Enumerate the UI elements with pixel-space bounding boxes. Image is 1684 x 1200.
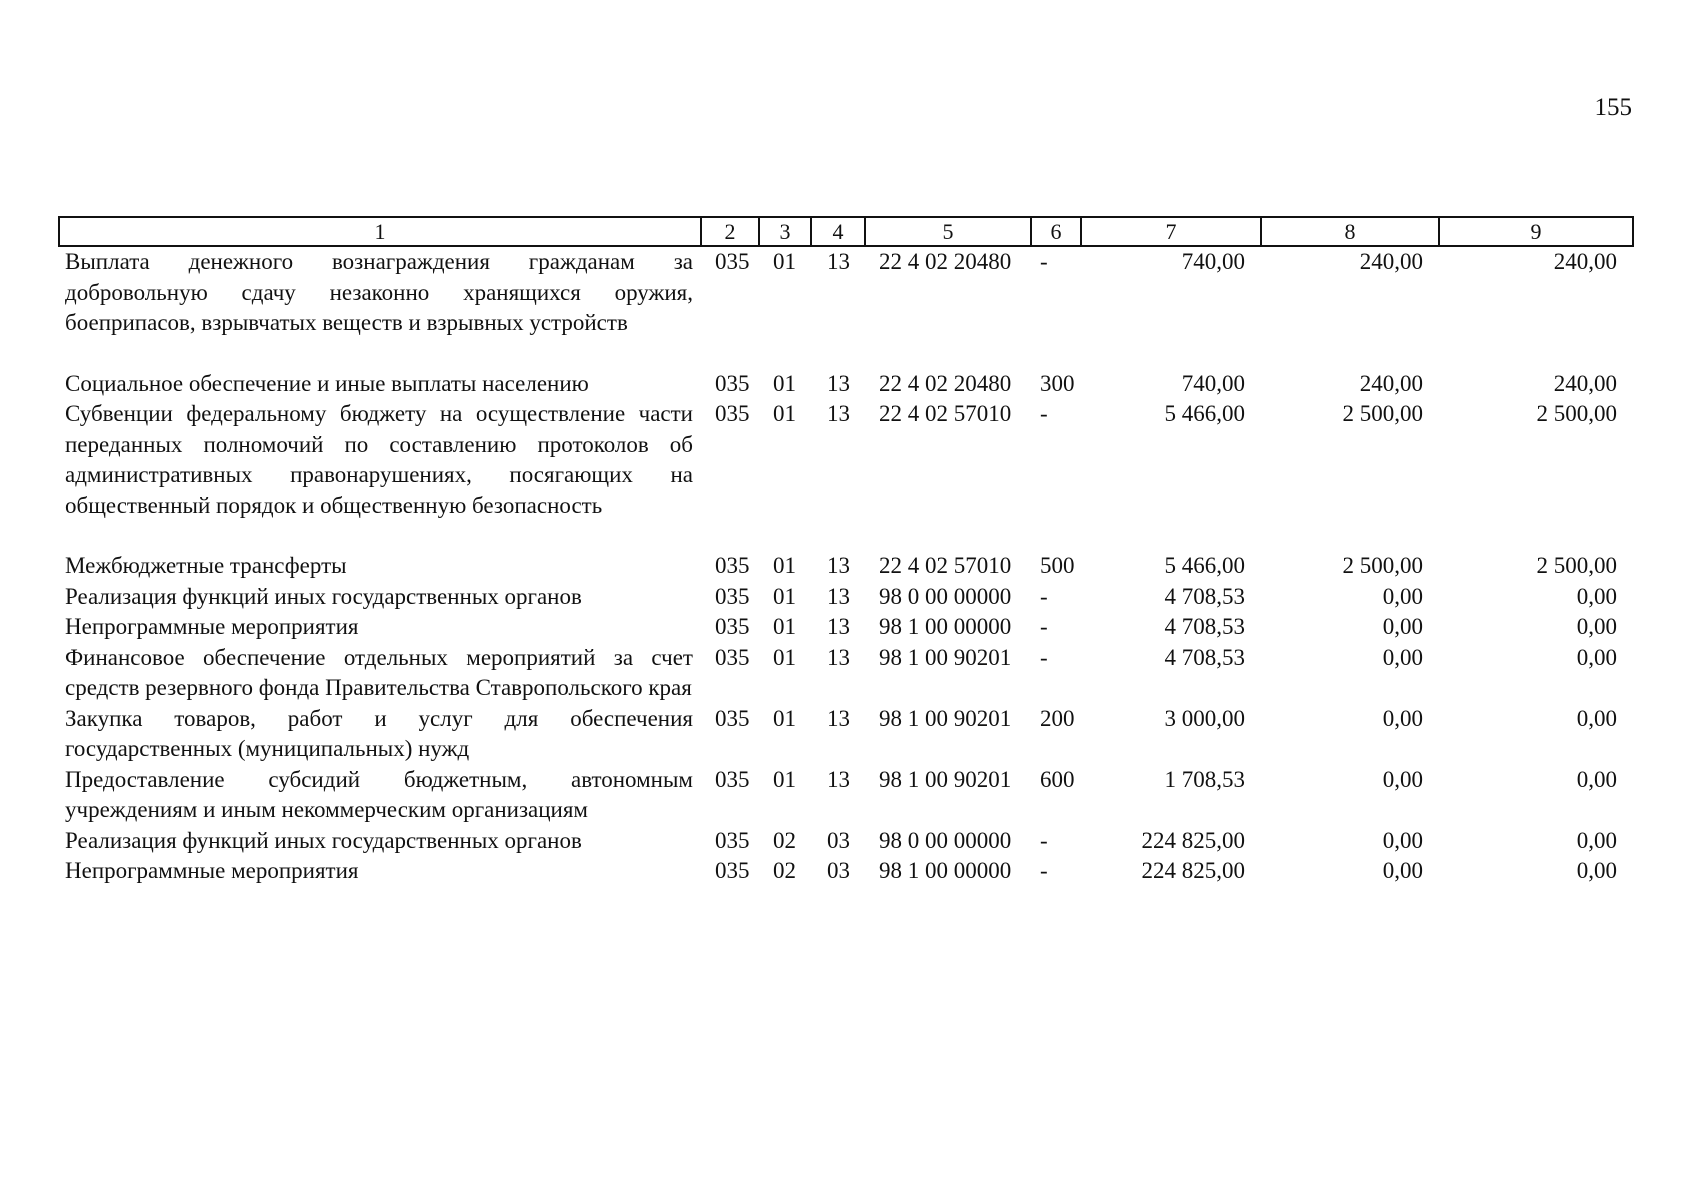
table-header [59, 217, 1633, 246]
row-subsection: 13 [827, 705, 850, 731]
row-name: Субвенции федеральному бюджету на осуществление части переданных полномочий по составлению протоколов об административных правонарушениях, посягающих на общественный порядок и общественную безопасность [65, 401, 693, 518]
row-expense-type: 600 [1040, 766, 1075, 792]
row-amount-col8: 240,00 [1359, 370, 1423, 396]
row-name: Реализация функций иных государственных органов [65, 827, 582, 853]
row-section: 02 [773, 827, 796, 853]
row-name: Реализация функций иных государственных органов [65, 583, 582, 609]
header-col-2: 2 [701, 217, 759, 246]
row-amount-col7: 3 000,00 [1164, 705, 1245, 731]
row-target-code: 98 1 00 90201 [879, 644, 1012, 670]
row-amount-col9: 0,00 [1576, 614, 1617, 639]
row-target-code: 98 1 00 00000 [879, 858, 1012, 883]
header-col-8: 8 [1261, 217, 1439, 246]
row-amount-col9: 0,00 [1576, 583, 1617, 609]
row-name: Социальное обеспечение и иные выплаты населению [65, 370, 589, 396]
row-subsection: 13 [827, 583, 850, 609]
header-col-4: 4 [811, 217, 865, 246]
row-target-code: 98 0 00 00000 [879, 827, 1012, 853]
row-target-code: 22 4 02 20480 [879, 370, 1012, 396]
header-col-7: 7 [1081, 217, 1261, 246]
row-amount-col7: 4 708,53 [1164, 614, 1245, 639]
row-target-code: 98 1 00 90201 [879, 705, 1012, 731]
row-admin-code: 035 [715, 614, 750, 639]
table-row [59, 246, 1633, 369]
row-subsection: 03 [827, 858, 850, 883]
row-amount-col8: 240,00 [1359, 249, 1423, 274]
row-amount-col9: 0,00 [1576, 644, 1617, 670]
row-name: Межбюджетные трансферты [65, 553, 347, 578]
row-admin-code: 035 [715, 583, 750, 609]
row-target-code: 22 4 02 57010 [879, 401, 1012, 426]
row-expense-type: 200 [1040, 705, 1075, 731]
row-amount-col9: 240,00 [1553, 370, 1617, 396]
table-row [59, 369, 1633, 400]
row-amount-col9: 240,00 [1553, 249, 1617, 274]
row-amount-col7: 1 708,53 [1164, 766, 1245, 792]
row-expense-type: - [1040, 249, 1048, 274]
row-name: Финансовое обеспечение отдельных мероприятий за счет средств резервного фонда Правительства Ставропольского края [65, 644, 693, 700]
row-target-code: 98 1 00 90201 [879, 766, 1012, 792]
row-amount-col7: 4 708,53 [1164, 644, 1245, 670]
row-admin-code: 035 [715, 705, 750, 731]
header-col-6: 6 [1031, 217, 1081, 246]
page-number: 155 [1594, 94, 1632, 121]
header-col-5: 5 [865, 217, 1031, 246]
row-admin-code: 035 [715, 401, 750, 426]
row-admin-code: 035 [715, 827, 750, 853]
row-target-code: 22 4 02 57010 [879, 553, 1012, 578]
row-subsection: 13 [827, 370, 850, 396]
row-amount-col7: 224 825,00 [1141, 827, 1245, 853]
row-expense-type: - [1040, 583, 1048, 609]
row-name: Предоставление субсидий бюджетным, автономным учреждениям и иным некоммерческим организациям [65, 766, 693, 822]
row-expense-type: 300 [1040, 370, 1075, 396]
row-amount-col7: 5 466,00 [1164, 401, 1245, 426]
table-row [59, 643, 1633, 704]
table-row [59, 612, 1633, 643]
row-amount-col9: 0,00 [1576, 705, 1617, 731]
row-amount-col7: 740,00 [1181, 249, 1245, 274]
row-subsection: 13 [827, 249, 850, 274]
table-row [59, 399, 1633, 551]
table-row [59, 551, 1633, 582]
row-target-code: 22 4 02 20480 [879, 249, 1012, 274]
row-amount-col8: 0,00 [1382, 705, 1423, 731]
row-subsection: 13 [827, 766, 850, 792]
header-col-3: 3 [759, 217, 811, 246]
row-amount-col8: 0,00 [1382, 766, 1423, 792]
row-amount-col9: 2 500,00 [1536, 401, 1617, 426]
row-section: 01 [773, 370, 796, 396]
row-subsection: 13 [827, 401, 850, 426]
row-amount-col7: 4 708,53 [1164, 583, 1245, 609]
row-section: 01 [773, 705, 796, 731]
row-amount-col8: 2 500,00 [1342, 401, 1423, 426]
row-section: 01 [773, 644, 796, 670]
row-name: Непрограммные мероприятия [65, 858, 359, 883]
row-amount-col7: 5 466,00 [1164, 553, 1245, 578]
row-amount-col7: 224 825,00 [1141, 858, 1245, 883]
table-row [59, 856, 1633, 887]
row-amount-col8: 0,00 [1382, 858, 1423, 883]
row-admin-code: 035 [715, 766, 750, 792]
row-expense-type: - [1040, 644, 1048, 670]
row-section: 01 [773, 583, 796, 609]
row-expense-type: - [1040, 614, 1048, 639]
row-name: Непрограммные мероприятия [65, 614, 359, 639]
table-row [59, 704, 1633, 765]
row-subsection: 03 [827, 827, 850, 853]
table-row [59, 765, 1633, 826]
row-expense-type: 500 [1040, 553, 1075, 578]
budget-table [58, 216, 1634, 887]
row-expense-type: - [1040, 827, 1048, 853]
row-subsection: 13 [827, 553, 850, 578]
row-section: 01 [773, 766, 796, 792]
row-amount-col9: 0,00 [1576, 766, 1617, 792]
row-admin-code: 035 [715, 370, 750, 396]
row-expense-type: - [1040, 401, 1048, 426]
row-target-code: 98 1 00 00000 [879, 614, 1012, 639]
row-subsection: 13 [827, 644, 850, 670]
row-section: 01 [773, 553, 796, 578]
row-amount-col8: 0,00 [1382, 583, 1423, 609]
row-section: 01 [773, 249, 796, 274]
row-amount-col8: 2 500,00 [1342, 553, 1423, 578]
row-name: Выплата денежного вознаграждения гражданам за добровольную сдачу незаконно хранящихся оружия, боеприпасов, взрывчатых веществ и взрывных устройств [65, 249, 693, 335]
row-expense-type: - [1040, 858, 1048, 883]
row-amount-col9: 0,00 [1576, 827, 1617, 853]
row-amount-col9: 2 500,00 [1536, 553, 1617, 578]
row-section: 01 [773, 614, 796, 639]
header-col-9: 9 [1439, 217, 1633, 246]
row-amount-col8: 0,00 [1382, 614, 1423, 639]
row-section: 02 [773, 858, 796, 883]
row-target-code: 98 0 00 00000 [879, 583, 1012, 609]
header-col-1: 1 [59, 217, 701, 246]
row-section: 01 [773, 401, 796, 426]
row-amount-col9: 0,00 [1576, 858, 1617, 883]
row-admin-code: 035 [715, 249, 750, 274]
row-amount-col8: 0,00 [1382, 827, 1423, 853]
header-row [59, 217, 1633, 246]
row-admin-code: 035 [715, 553, 750, 578]
table-row [59, 826, 1633, 857]
row-admin-code: 035 [715, 858, 750, 883]
row-amount-col7: 740,00 [1181, 370, 1245, 396]
row-name: Закупка товаров, работ и услуг для обеспечения государственных (муниципальных) нужд [65, 705, 693, 761]
row-amount-col8: 0,00 [1382, 644, 1423, 670]
row-admin-code: 035 [715, 644, 750, 670]
row-subsection: 13 [827, 614, 850, 639]
table-body [59, 246, 1633, 887]
table-row [59, 582, 1633, 613]
